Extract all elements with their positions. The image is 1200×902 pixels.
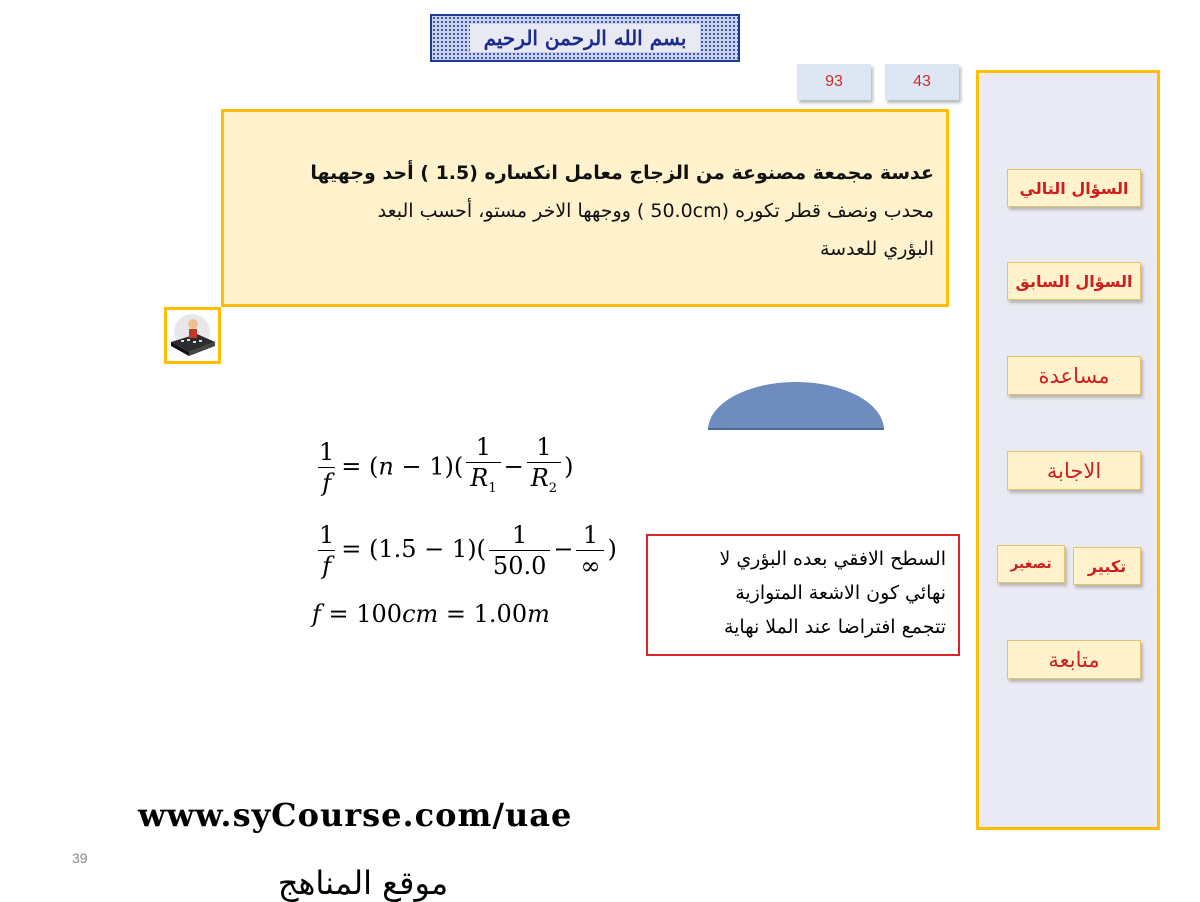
next-question-button[interactable]: السؤال التالي [1007,169,1141,207]
website-url[interactable]: www.syCourse.com/uae [138,796,573,834]
slide-number: 39 [72,850,88,866]
question-box [221,109,949,307]
calculator-image[interactable] [164,307,221,364]
note-line-1: السطح الافقي بعده البؤري لا [719,548,946,570]
answer-button[interactable]: الاجابة [1007,451,1141,490]
zoom-out-button[interactable]: تصغير [997,545,1065,583]
note-text [656,542,946,644]
question-line-3: البؤري للعدسة [819,238,934,260]
fraction-1-over-50: $\frac{1}{50.0}$ [489,520,550,581]
fraction-1-over-f: $\frac{1}{f}$ [319,438,335,498]
counter-total: 93 [797,64,871,100]
explanation-note [646,534,960,656]
note-line-2: نهائي كون الاشعة المتوازية [735,582,946,604]
fraction-1-over-r2: $\frac{1}{R_2}$ [527,432,561,504]
question-line-1: عدسة مجمعة مصنوعة من الزجاج معامل انكساره (1.5 ) أحد وجهيها [310,162,934,184]
help-button[interactable]: مساعدة [1007,356,1141,395]
equation-substitution: $\frac{1}{f}$ = (1.5 − 1)( $\frac{1}{50.0}$ − $\frac{1}{\infty}$ ) [312,520,617,581]
fraction-1-over-f-2: $\frac{1}{f}$ [319,521,335,580]
continue-button[interactable]: متابعة [1007,640,1141,679]
navigation-sidebar [976,70,1160,830]
basmala-text: بسم الله الرحمن الرحيم [470,24,701,52]
plano-convex-lens-shape [708,382,884,430]
zoom-in-button[interactable]: تكبير [1073,547,1141,585]
counter-current: 43 [885,64,959,100]
basmala-banner [430,14,740,62]
question-line-2: محدب ونصف قطر تكوره (50.0cm ) ووجهها الاخر مستو، أحسب البعد [377,200,934,222]
calculator-icon [167,310,218,361]
equation-result: f = 100cm = 1.00m [312,600,550,628]
fraction-1-over-r1: $\frac{1}{R_1}$ [466,432,500,504]
previous-question-button[interactable]: السؤال السابق [1007,262,1141,300]
question-text [234,154,934,268]
equation-lensmaker: $\frac{1}{f}$ = (n − 1)( $\frac{1}{R_1}$ − $\frac{1}{R_2}$ ) [312,432,573,504]
note-line-3: تتجمع افتراضا عند الملا نهاية [723,616,946,638]
site-name: موقع المناهج [277,864,449,902]
fraction-1-over-infinity: $\frac{1}{\infty}$ [576,520,604,581]
